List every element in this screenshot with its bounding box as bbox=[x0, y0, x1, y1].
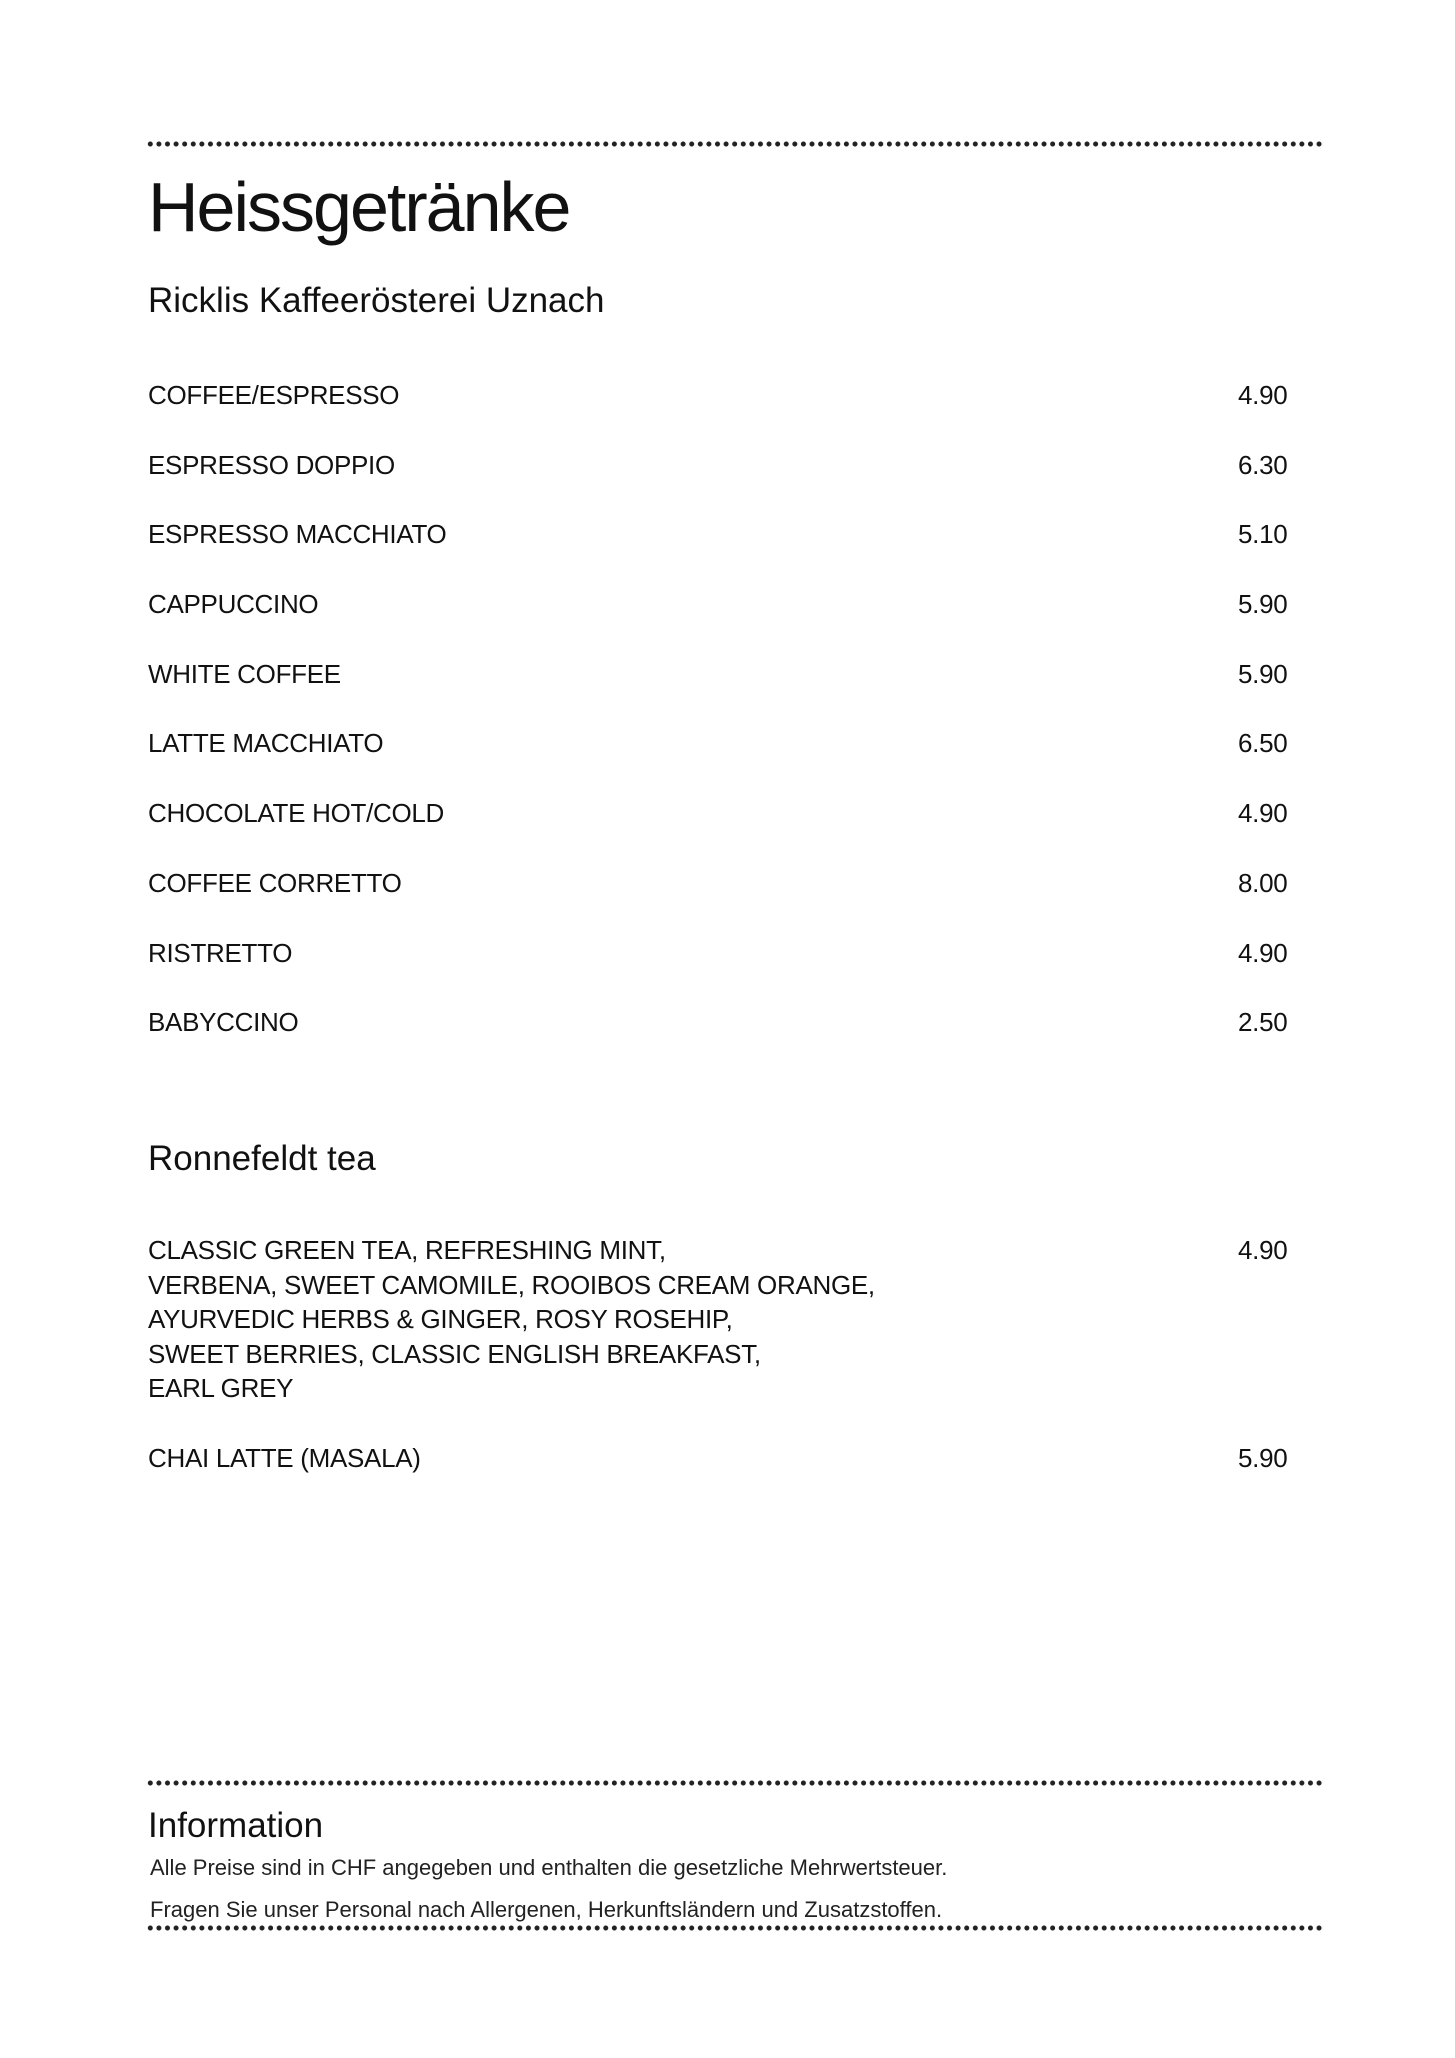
dotted-divider-top bbox=[146, 141, 1322, 147]
menu-item-price: 4.90 bbox=[1238, 380, 1288, 410]
menu-item-price: 6.30 bbox=[1238, 449, 1288, 480]
menu-item bbox=[148, 796, 1298, 866]
menu-item-price: 4.90 bbox=[1238, 798, 1288, 829]
tea-variety-line: EARL GREY bbox=[148, 1373, 294, 1403]
menu-item-name: COFFEE/ESPRESSO bbox=[148, 380, 400, 410]
tea-variety-line: AYURVEDIC HERBS & GINGER, ROSY ROSEHIP, bbox=[148, 1304, 733, 1334]
menu-item bbox=[148, 1005, 1298, 1075]
menu-item bbox=[148, 517, 1298, 587]
menu-item-price: 5.10 bbox=[1238, 519, 1288, 550]
menu-item-price: 5.90 bbox=[1238, 589, 1288, 620]
menu-item-name: CHAI LATTE (MASALA) bbox=[148, 1443, 421, 1473]
menu-item bbox=[148, 587, 1298, 657]
menu-item-name: LATTE MACCHIATO bbox=[148, 728, 384, 759]
menu-item-price: 5.90 bbox=[1238, 658, 1288, 689]
menu-item-name: CHOCOLATE HOT/COLD bbox=[148, 798, 445, 829]
menu-item bbox=[148, 657, 1298, 727]
menu-item-name bbox=[148, 1233, 948, 1406]
menu-item bbox=[148, 378, 1298, 448]
menu-item-price: 4.90 bbox=[1238, 937, 1288, 968]
info-text-prices: Alle Preise sind in CHF angegeben und enthalten die gesetzliche Mehrwertsteuer. bbox=[150, 1855, 948, 1880]
tea-variety-line: CLASSIC GREEN TEA, REFRESHING MINT, bbox=[148, 1235, 666, 1265]
info-title: Information bbox=[148, 1806, 324, 1845]
menu-item-name: ESPRESSO DOPPIO bbox=[148, 449, 395, 480]
tea-variety-line: VERBENA, SWEET CAMOMILE, ROOIBOS CREAM ORANGE, bbox=[148, 1269, 875, 1300]
tea-section-title: Ronnefeldt tea bbox=[148, 1139, 376, 1178]
menu-item bbox=[148, 448, 1298, 518]
page-title: Heissgetränke bbox=[148, 168, 570, 246]
menu-item-name: ESPRESSO MACCHIATO bbox=[148, 519, 447, 550]
page-subtitle: Ricklis Kaffeerösterei Uznach bbox=[148, 281, 605, 320]
menu-item-price: 6.50 bbox=[1238, 728, 1288, 759]
menu-item bbox=[148, 936, 1298, 1006]
dotted-divider-bottom bbox=[146, 1925, 1322, 1931]
menu-item-name: BABYCCINO bbox=[148, 1007, 299, 1038]
menu-item-name: CAPPUCCINO bbox=[148, 589, 319, 620]
menu-item-price: 2.50 bbox=[1238, 1007, 1288, 1038]
info-text-allergens: Fragen Sie unser Personal nach Allergenen, Herkunftsländern und Zusatzstoffen. bbox=[150, 1897, 943, 1922]
menu-item bbox=[148, 1441, 1298, 1476]
menu-item-name: WHITE COFFEE bbox=[148, 658, 341, 689]
coffee-menu-list bbox=[148, 378, 1298, 1075]
tea-menu-list bbox=[148, 1233, 1298, 1476]
menu-item-price: 5.90 bbox=[1238, 1443, 1288, 1473]
menu-item-price: 8.00 bbox=[1238, 867, 1288, 898]
menu-item bbox=[148, 1233, 1298, 1441]
menu-item bbox=[148, 866, 1298, 936]
menu-item-name: RISTRETTO bbox=[148, 937, 293, 968]
menu-item-name: COFFEE CORRETTO bbox=[148, 867, 402, 898]
dotted-divider-info-top bbox=[146, 1780, 1322, 1786]
menu-item-price: 4.90 bbox=[1238, 1235, 1288, 1265]
menu-item bbox=[148, 726, 1298, 796]
tea-variety-line: SWEET BERRIES, CLASSIC ENGLISH BREAKFAST, bbox=[148, 1338, 761, 1369]
